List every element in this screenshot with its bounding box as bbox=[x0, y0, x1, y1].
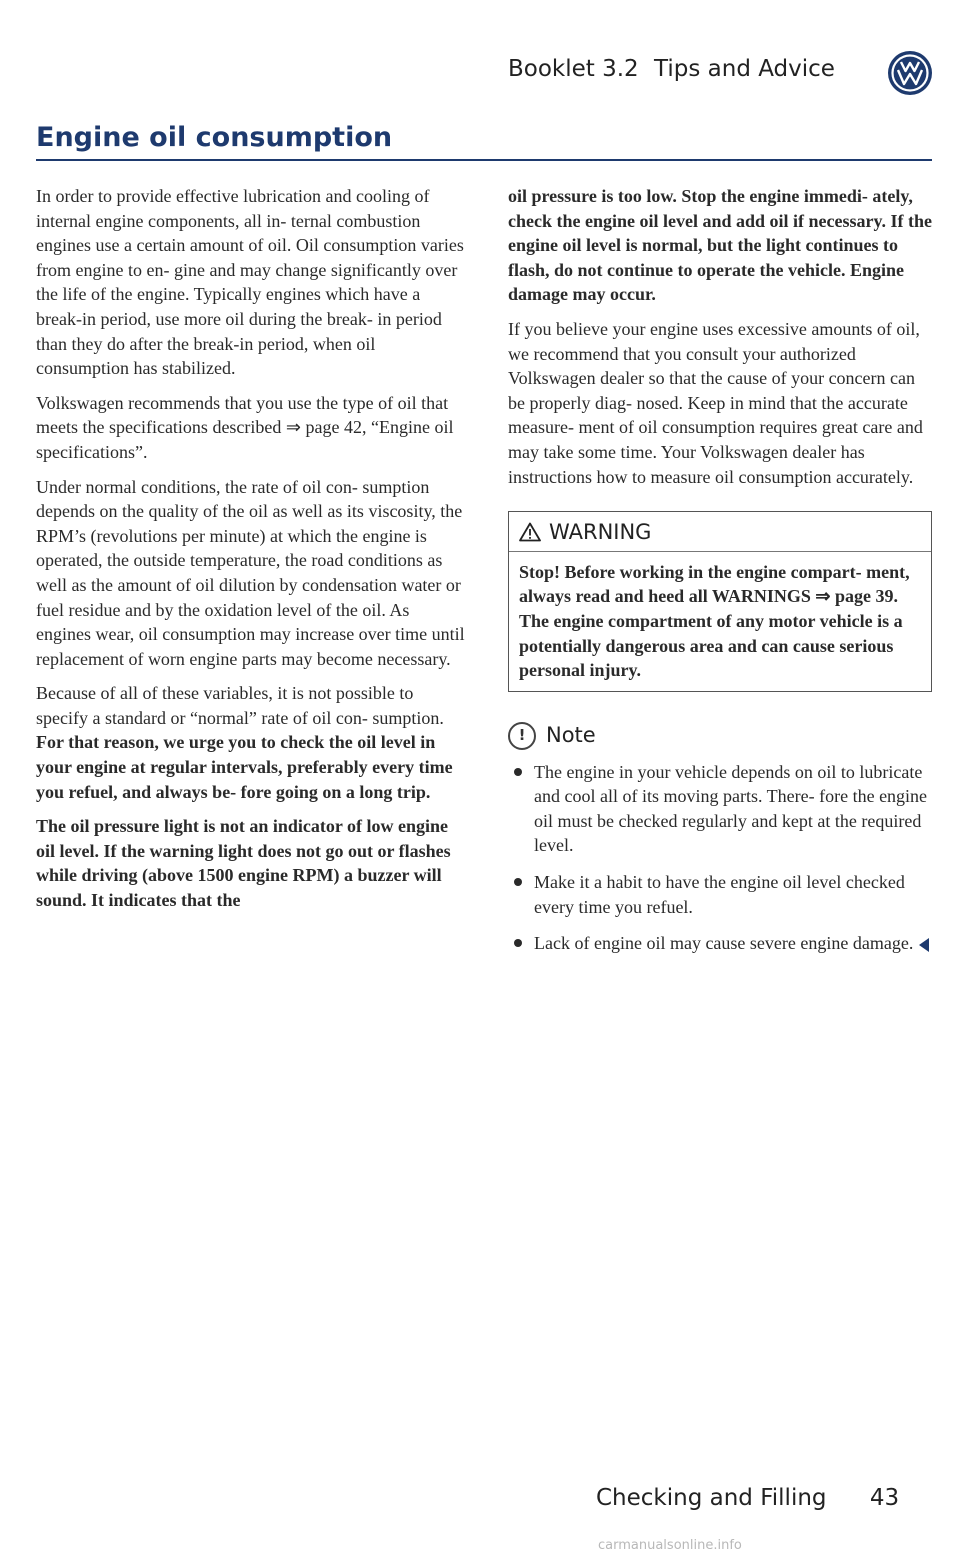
note-bullet-damage bbox=[508, 931, 932, 956]
vw-logo-icon bbox=[887, 50, 933, 96]
check-oil-advice: For that reason, we urge you to check the oil level in your engine at regular intervals, preferably every time you refuel, and always be- fore going on a long trip. bbox=[36, 732, 453, 802]
watermark: carmanualsonline.info bbox=[598, 1538, 742, 1553]
note-bullet-text: Lack of engine oil may cause severe engine damage. bbox=[534, 933, 914, 954]
note-bullet-text: Make it a habit to have the engine oil level checked every time you refuel. bbox=[534, 872, 905, 917]
note-bullet-habit bbox=[508, 870, 932, 919]
chapter-title: Checking and Filling bbox=[596, 1485, 827, 1511]
variables-text: Because of all of these variables, it is not possible to specify a standard or “normal” rate of oil con- sumption. bbox=[36, 683, 444, 728]
warning-title: WARNING bbox=[549, 520, 652, 545]
warning-triangle-icon bbox=[519, 522, 541, 542]
paragraph-conditions: Under normal conditions, the rate of oil con- sumption depends on the quality of the oil as well as its viscosity, the RPM’s (revolutions per minute) at which the engine is operated, the outside temperature, the road conditions as well as the amount of oil dilution by condensation water or fuel residue and by the oxidation level of the oil. As engines wear, oil consumption may increase over time until replacement of worn engine parts may become necessary. bbox=[36, 476, 465, 669]
paragraph-lubrication: In order to provide effective lubrication and cooling of internal engine components, all in- ternal combustion engines use a certain amount of oil. Oil consumption varies from engine to en- gine and may change significantly over the life of the engine. Typically engines which have a break-in period, use more oil during the break- in period than they do after the break-in period, when oil consumption has stabilized. bbox=[36, 186, 464, 379]
note-bullet-lubricate bbox=[508, 760, 932, 858]
paragraph-oil-pressure-low: oil pressure is too low. Stop the engine immedi- ately, check the engine oil level and add oil if necessary. If the engine oil level is normal, but the light continues to flash, do not continue to operate the vehicle. Engine damage may occur. bbox=[508, 186, 932, 305]
title-rule bbox=[36, 159, 932, 161]
paragraph-oil-pressure-light: The oil pressure light is not an indicator of low engine oil level. If the warning light does not go out or flashes while driving (above 1500 engine RPM) a buzzer will sound. It indicates that the bbox=[36, 816, 451, 911]
right-column bbox=[508, 184, 932, 968]
warning-header bbox=[509, 512, 931, 552]
left-column bbox=[36, 184, 468, 923]
note-bullet-text: The engine in your vehicle depends on oil to lubricate and cool all of its moving parts. There- fore the engine oil must be checked regularly and kept at the required level. bbox=[534, 761, 928, 856]
paragraph-excessive-oil: If you believe your engine uses excessive amounts of oil, we recommend that you consult your authorized Volkswagen dealer so that the cause of your concern can be properly diag- nosed. Keep in mind that the accurate measure- ment of oil consumption requires great care and may take some time. Your Volkswagen dealer has instructions how to measure oil consumption accurately. bbox=[508, 318, 923, 487]
page-header bbox=[508, 56, 835, 82]
section-title: Engine oil consumption bbox=[36, 122, 393, 153]
page-footer bbox=[596, 1485, 899, 1511]
page-number: 43 bbox=[869, 1485, 900, 1511]
paragraph-variables bbox=[36, 681, 468, 804]
note-info-icon: ! bbox=[508, 722, 536, 750]
note-header bbox=[508, 722, 932, 750]
warning-text: Stop! Before working in the engine compart- ment, always read and heed all WARNINGS ⇒ page 39. The engine compartment of any motor vehicle is a potentially dangerous area and can cause serious personal injury. bbox=[519, 561, 910, 681]
header-title: Tips and Advice bbox=[654, 56, 835, 82]
booklet-label: Booklet 3.2 bbox=[508, 56, 639, 82]
note-title: Note bbox=[546, 723, 596, 748]
end-of-section-icon bbox=[919, 938, 929, 952]
warning-box bbox=[508, 511, 932, 692]
paragraph-oil-specs: Volkswagen recommends that you use the type of oil that meets the specifications described ⇒ page 42, “Engine oil specifications”. bbox=[36, 392, 454, 462]
